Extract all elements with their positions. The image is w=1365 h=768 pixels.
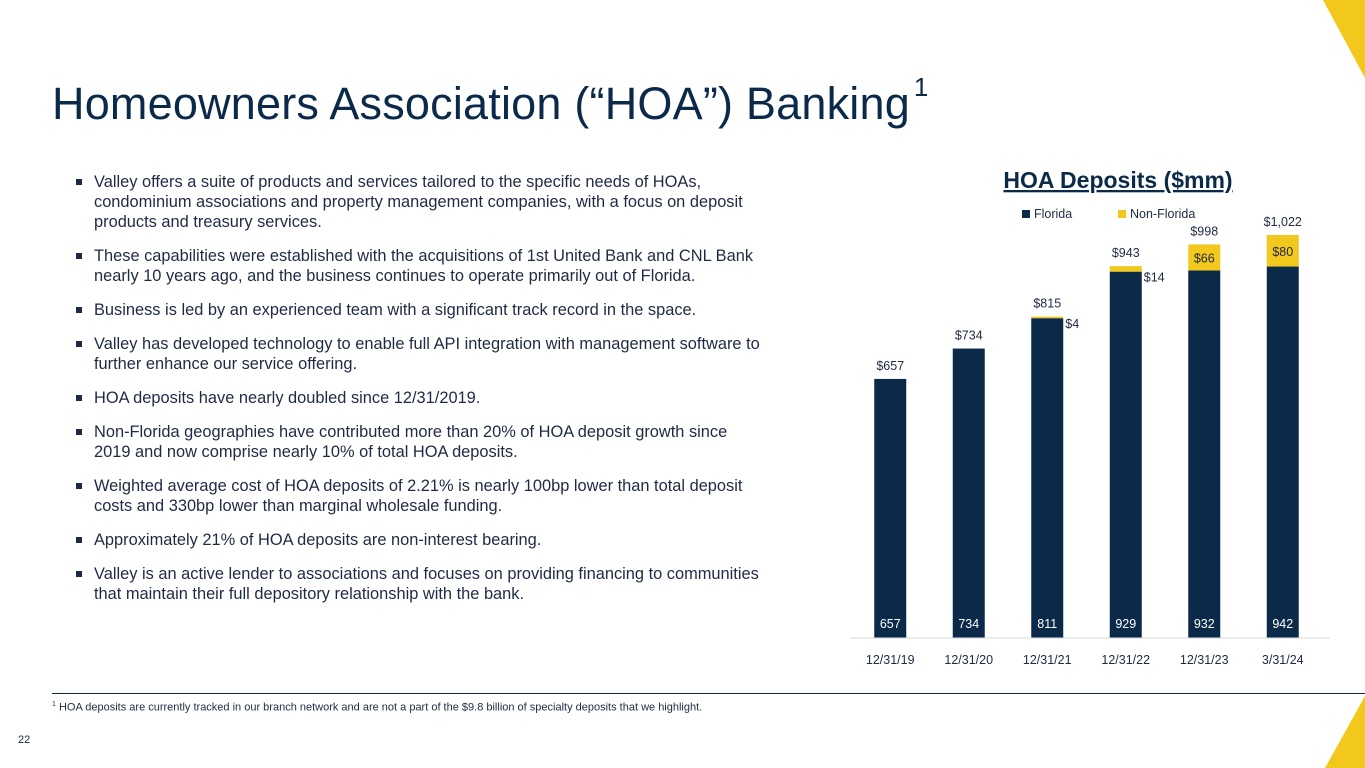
bullet-list bbox=[76, 172, 766, 618]
bar-florida bbox=[953, 349, 985, 638]
x-axis-ticks bbox=[866, 653, 1304, 667]
footnote-mark: 1 bbox=[52, 701, 56, 708]
page-number: 22 bbox=[18, 734, 31, 746]
bar-total-label: $1,022 bbox=[1263, 214, 1302, 229]
bullet-item: Weighted average cost of HOA deposits of 2.21% is nearly 100bp lower than total deposit costs and 330bp lower than marginal wholesale funding. bbox=[76, 476, 766, 516]
bullet-item: Valley offers a suite of products and services tailored to the specific needs of HOAs, condominium associations and property management companies, with a focus on deposit products and treasury services. bbox=[76, 172, 766, 232]
bullet-item: Valley has developed technology to enable full API integration with management software to further enhance our service offering. bbox=[76, 334, 766, 374]
x-tick-label: 12/31/19 bbox=[865, 653, 915, 667]
bar-label-florida: 942 bbox=[1272, 617, 1294, 631]
legend-label-non-florida: Non-Florida bbox=[1130, 207, 1196, 221]
bar-label-non-florida: $14 bbox=[1143, 270, 1165, 285]
bar-label-non-florida: $4 bbox=[1065, 317, 1080, 332]
legend-swatch-florida bbox=[1022, 210, 1030, 218]
footnote bbox=[52, 701, 702, 714]
bullet-item: Valley is an active lender to associations and focuses on providing financing to communities that maintain their full depository relationship with the bank. bbox=[76, 564, 766, 604]
bar-florida bbox=[1188, 270, 1220, 638]
bar-total-label: $815 bbox=[1033, 296, 1062, 311]
footnote-divider bbox=[52, 693, 1365, 694]
x-tick-label: 12/31/21 bbox=[1022, 653, 1072, 667]
chart-legend bbox=[1022, 207, 1195, 221]
bullet-item: Non-Florida geographies have contributed more than 20% of HOA deposit growth since 2019 and now comprise nearly 10% of total HOA deposits. bbox=[76, 422, 766, 462]
legend-label-florida: Florida bbox=[1034, 207, 1073, 221]
bar-total-label: $657 bbox=[876, 358, 905, 373]
footnote-text: HOA deposits are currently tracked in our branch network and are not a part of the $9.8 billion of specialty deposits that we highlight. bbox=[58, 701, 703, 714]
bar-florida bbox=[874, 379, 906, 638]
bar-total-label: $998 bbox=[1190, 224, 1219, 239]
bullet-item: Approximately 21% of HOA deposits are non-interest bearing. bbox=[76, 530, 766, 550]
chart-canvas bbox=[840, 160, 1330, 680]
legend-swatch-non-florida bbox=[1118, 210, 1126, 218]
x-tick-label: 12/31/20 bbox=[944, 653, 994, 667]
bar-label-florida: 811 bbox=[1037, 617, 1058, 631]
bullet-item: HOA deposits have nearly doubled since 12/31/2019. bbox=[76, 388, 766, 408]
bullet-item: Business is led by an experienced team with a significant track record in the space. bbox=[76, 300, 766, 320]
bar-label-florida: 657 bbox=[879, 617, 901, 631]
bar-total-label: $734 bbox=[954, 328, 983, 343]
bar-label-florida: 734 bbox=[958, 617, 980, 631]
chart-bars bbox=[874, 215, 1302, 638]
chart-title: HOA Deposits ($mm) bbox=[1003, 167, 1233, 193]
bar-label-non-florida: $80 bbox=[1272, 244, 1294, 259]
corner-accent-bottom bbox=[1323, 696, 1365, 768]
bar-label-non-florida: $66 bbox=[1193, 251, 1215, 266]
corner-accent-top bbox=[1323, 0, 1365, 80]
page-title bbox=[52, 72, 929, 130]
bar-florida bbox=[1110, 272, 1142, 638]
hoa-deposits-chart bbox=[840, 160, 1330, 680]
bullet-item: These capabilities were established with the acquisitions of 1st United Bank and CNL Bank nearly 10 years ago, and the business continues to operate primarily out of Florida. bbox=[76, 246, 766, 286]
x-tick-label: 12/31/23 bbox=[1179, 653, 1229, 667]
bar-florida bbox=[1267, 267, 1299, 638]
bar-non-florida bbox=[1110, 266, 1142, 272]
x-tick-label: 3/31/24 bbox=[1261, 653, 1304, 667]
bar-total-label: $943 bbox=[1111, 246, 1140, 261]
bar-label-florida: 929 bbox=[1115, 617, 1137, 631]
page-title-text: Homeowners Association (“HOA”) Banking bbox=[52, 78, 910, 129]
title-footnote-mark: 1 bbox=[913, 72, 929, 102]
bar-label-florida: 932 bbox=[1193, 617, 1215, 631]
bar-non-florida bbox=[1031, 317, 1063, 319]
x-tick-label: 12/31/22 bbox=[1101, 653, 1151, 667]
bar-florida bbox=[1031, 318, 1063, 638]
